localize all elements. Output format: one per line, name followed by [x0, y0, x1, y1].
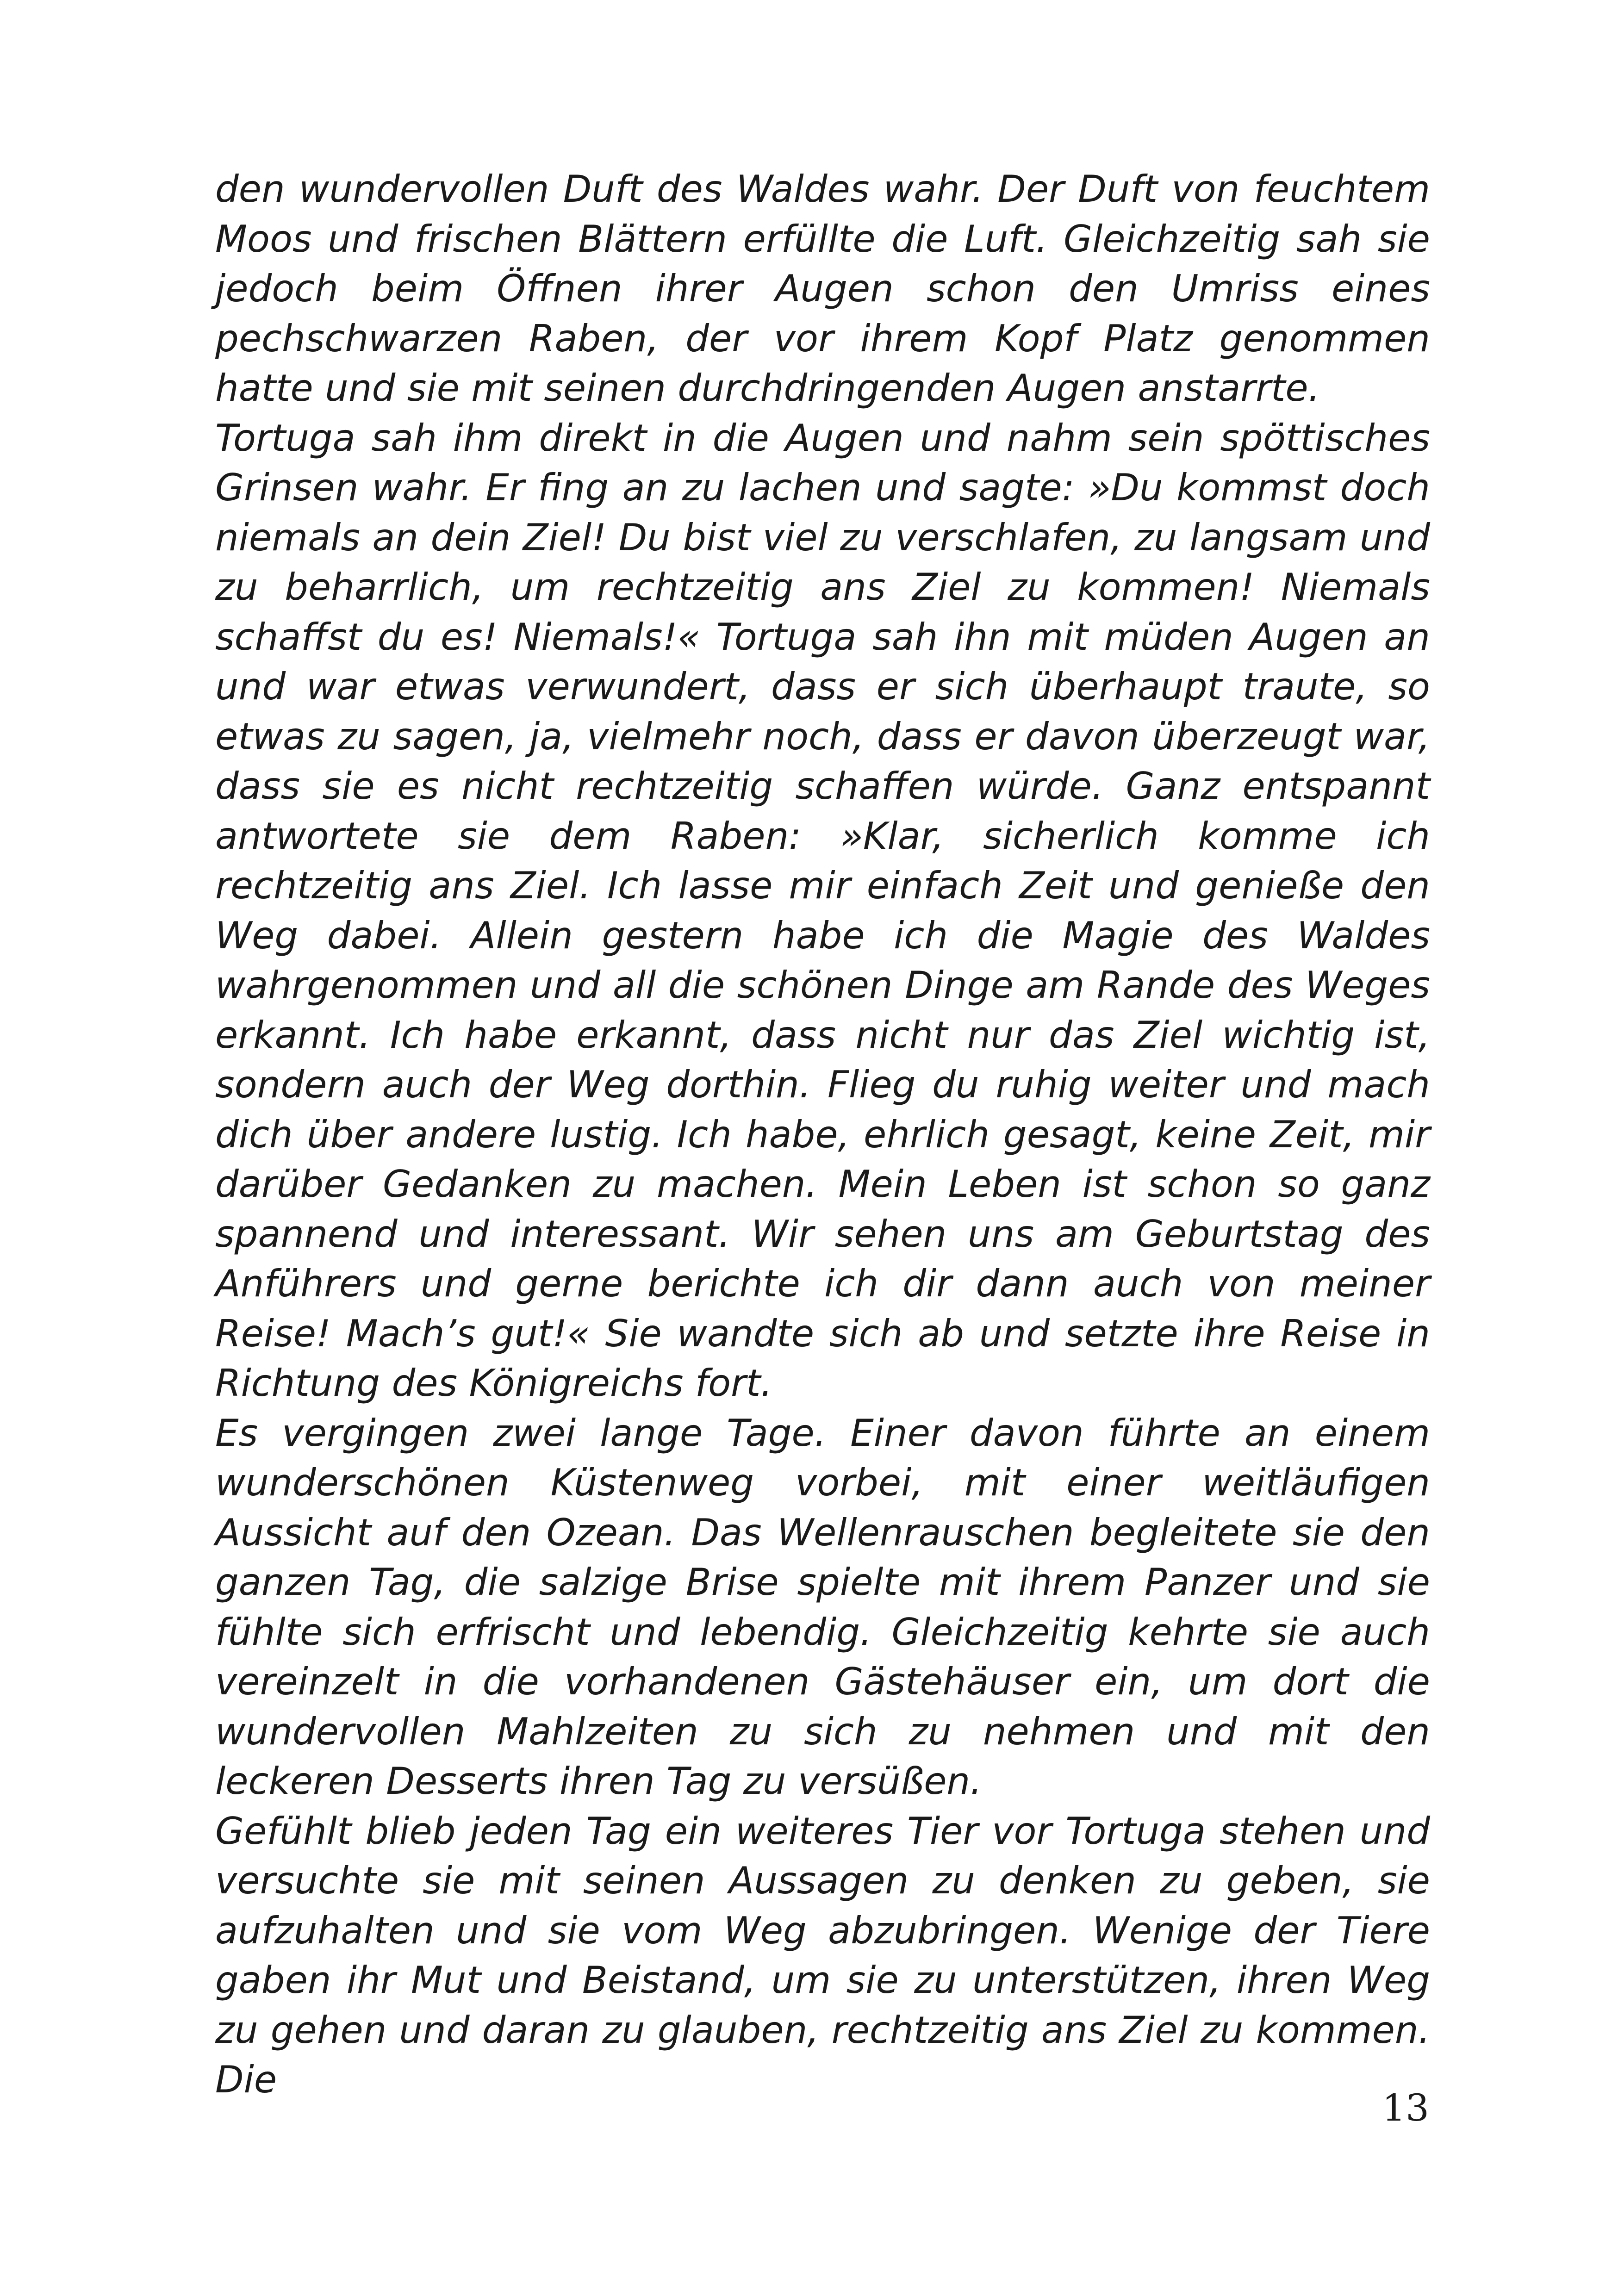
body-text	[215, 164, 1430, 2105]
paragraph: Es vergingen zwei lange Tage. Einer davon führte an einem wunderschönen Küstenweg vorbei, mit einer weitläufigen Aussicht auf den Ozean. Das Wellenrauschen begleitete sie den ganzen Tag, die salzige Brise spielte mit ihrem Panzer und sie fühlte sich erfrischt und lebendig. Gleichzeitig kehrte sie auch vereinzelt in die vorhandenen Gästehäuser ein, um dort die wundervollen Mahlzeiten zu sich zu nehmen und mit den leckeren Desserts ihren Tag zu versüßen.	[215, 1411, 1430, 1803]
paragraph: Tortuga sah ihm direkt in die Augen und nahm sein spöttisches Grinsen wahr. Er fing an zu lachen und sagte: »Du kommst doch niemals an dein Ziel! Du bist viel zu verschlafen, zu langsam und zu beharrlich, um rechtzeitig ans Ziel zu kommen! Niemals schaffst du es! Niemals!« Tortuga sah ihn mit müden Augen an und war etwas verwundert, dass er sich überhaupt traute, so etwas zu sagen, ja, vielmehr noch, dass er davon überzeugt war, dass sie es nicht rechtzeitig schaffen würde. Ganz entspannt antwortete sie dem Raben: »Klar, sicherlich komme ich rechtzeitig ans Ziel. Ich lasse mir einfach Zeit und genieße den Weg dabei. Allein gestern habe ich die Magie des Waldes wahrgenommen und all die schönen Dinge am Rande des Weges erkannt. Ich habe erkannt, dass nicht nur das Ziel wichtig ist, sondern auch der Weg dorthin. Flieg du ruhig weiter und mach dich über andere lustig. Ich habe, ehrlich gesagt, keine Zeit, mir darüber Gedanken zu machen. Mein Leben ist schon so ganz spannend und interessant. Wir sehen uns am Geburtstag des Anführers und gerne berichte ich dir dann auch von meiner Reise! Mach’s gut!« Sie wandte sich ab und setzte ihre Reise in Richtung des Königreichs fort.	[215, 416, 1430, 1405]
page-number: 13	[1382, 2086, 1429, 2129]
paragraph: Gefühlt blieb jeden Tag ein weiteres Tier vor Tortuga stehen und versuchte sie mit seinen Aussagen zu denken zu geben, sie aufzuhalten und sie vom Weg abzubringen. Wenige der Tiere gaben ihr Mut und Beistand, um sie zu unterstützen, ihren Weg zu gehen und daran zu glauben, rechtzeitig ans Ziel zu kommen. Die	[215, 1809, 1430, 2101]
paragraph: den wundervollen Duft des Waldes wahr. Der Duft von feuchtem Moos und frischen Blättern erfüllte die Luft. Gleichzeitig sah sie jedoch beim Öffnen ihrer Augen schon den Umriss eines pechschwarzen Raben, der vor ihrem Kopf Platz genommen hatte und sie mit seinen durchdringenden Augen anstarrte.	[215, 168, 1430, 410]
